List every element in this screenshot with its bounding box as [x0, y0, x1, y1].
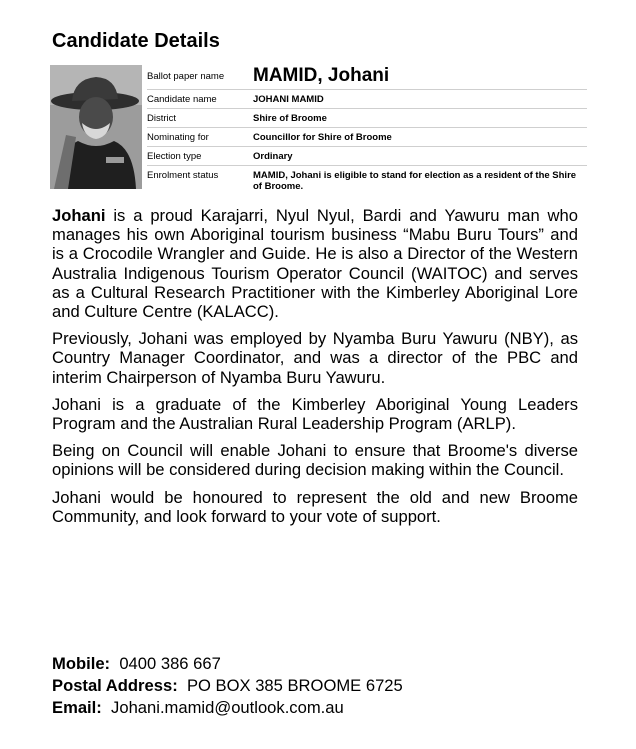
election-type-label: Election type [147, 151, 202, 162]
email-value[interactable]: Johani.mamid@outlook.com.au [111, 698, 344, 717]
bio-paragraph-1 [52, 206, 578, 321]
district-label: District [147, 113, 177, 124]
bio-paragraph-1-text: is a proud Karajarri, Nyul Nyul, Bardi and Yawuru man who manages his own Aboriginal tourism business “Mabu Buru Tours” and is a Crocodile Wrangler and Guide. He is also a Director of the Western Australia Indigenous Tourism Operator Council (WAITOC) and serves as a Cultural Research Practitioner with the Kimberley Aboriginal Lore and Culture Centre (KALACC). [52, 206, 578, 322]
candidate-name-row [147, 90, 587, 109]
bio-paragraph-5: Johani would be honoured to represent the old and new Broome Community, and look forward to your vote of support. [52, 487, 578, 526]
postal-address-value: PO BOX 385 BROOME 6725 [186, 676, 403, 695]
email-line [52, 697, 592, 719]
bio-paragraph-3: Johani is a graduate of the Kimberley Aboriginal Young Leaders Program and the Australian Rural Leadership Program (ARLP). [52, 394, 578, 434]
email-label: Email: [52, 698, 102, 717]
mobile-value[interactable]: 0400 386 667 [119, 654, 221, 673]
contact-details [52, 653, 592, 719]
postal-address-line [52, 675, 592, 697]
mobile-line [52, 653, 592, 675]
candidate-portrait-image [50, 65, 142, 189]
candidate-biography [52, 206, 578, 534]
enrolment-status-value: MAMID, Johani is eligible to stand for election as a resident of the Shire of Broome. [253, 170, 577, 192]
candidate-photo [50, 65, 142, 189]
candidate-details-table [147, 64, 587, 192]
candidate-name-label: Candidate name [147, 94, 217, 105]
postal-address-label: Postal Address: [52, 676, 178, 695]
bio-paragraph-4: Being on Council will enable Johani to ensure that Broome's diverse opinions will be considered during decision making within the Council. [52, 441, 578, 480]
district-value: Shire of Broome [253, 113, 327, 124]
enrolment-status-label: Enrolment status [147, 170, 219, 181]
nominating-label: Nominating for [147, 132, 209, 143]
district-row [147, 109, 587, 128]
bio-paragraph-2: Previously, Johani was employed by Nyamba Buru Yawuru (NBY), as Country Manager Coordinator, and was a director of the PBC and interim Chairperson of Nyamba Buru Yawuru. [52, 329, 578, 387]
nominating-row [147, 128, 587, 147]
mobile-label: Mobile: [52, 654, 111, 673]
election-type-value: Ordinary [253, 151, 293, 162]
page-title: Candidate Details [52, 30, 220, 52]
candidate-name-value: JOHANI MAMID [253, 94, 324, 105]
election-type-row [147, 147, 587, 166]
nominating-value: Councillor for Shire of Broome [253, 132, 392, 143]
ballot-name-row [147, 64, 587, 90]
ballot-name-label: Ballot paper name [147, 71, 225, 82]
ballot-name-value: MAMID, Johani [253, 65, 390, 86]
enrolment-status-row [147, 166, 587, 192]
bio-candidate-name: Johani [52, 206, 106, 225]
